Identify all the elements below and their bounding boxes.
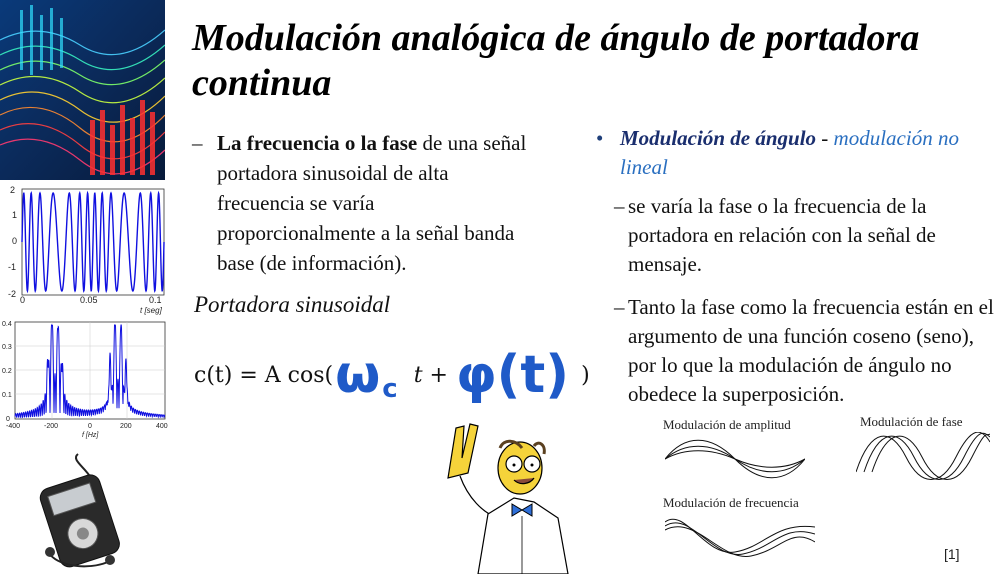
time-ytick: 1 bbox=[12, 210, 18, 220]
freq-xtick: 400 bbox=[156, 423, 168, 430]
carrier-label: Portadora sinusoidal bbox=[194, 292, 391, 317]
bullet-marker: • bbox=[596, 126, 604, 150]
formula-lhs: c(t) = A cos( bbox=[194, 362, 334, 388]
reference-marker: [1] bbox=[944, 546, 960, 562]
time-xtick: 0.05 bbox=[80, 295, 98, 305]
time-ytick: -2 bbox=[8, 289, 17, 299]
item-text: Tanto la fase como la frecuencia están en el argumento de una función coseno (seno), por lo que la modulación de ángulo no obedece la superposición. bbox=[628, 295, 994, 406]
time-xtick: 0 bbox=[20, 295, 26, 305]
heading-light: modulación no lineal bbox=[620, 126, 959, 179]
formula-phi: φ(t) bbox=[455, 345, 570, 405]
freq-xtick: 200 bbox=[120, 423, 132, 430]
formula-omega: ω bbox=[335, 345, 381, 405]
am-waveform bbox=[665, 436, 805, 482]
freq-xlabel: f [Hz] bbox=[82, 432, 99, 439]
freq-ytick: 0.2 bbox=[2, 368, 12, 375]
list-item bbox=[614, 293, 996, 409]
mp3-player-image bbox=[38, 452, 128, 570]
heading-strong: Modulación de ángulo bbox=[620, 126, 817, 150]
freq-ytick: 0.3 bbox=[2, 344, 12, 351]
time-ytick: 2 bbox=[10, 185, 16, 195]
formula-mid: t + bbox=[413, 362, 448, 388]
professor-cartoon bbox=[438, 418, 578, 574]
am-label: Modulación de amplitud bbox=[663, 417, 791, 432]
time-xtick: 0.1 bbox=[149, 295, 162, 305]
pm-label: Modulación de fase bbox=[860, 414, 963, 429]
formula-omega-sub: c bbox=[382, 374, 398, 404]
time-xlabel: t [seg] bbox=[140, 306, 162, 315]
right-column bbox=[596, 124, 996, 409]
dash-marker: – bbox=[192, 131, 203, 155]
angle-modulation-heading bbox=[620, 124, 996, 182]
frequency-domain-plot bbox=[0, 318, 172, 442]
spectrum-image bbox=[0, 0, 165, 180]
freq-ytick: 0.1 bbox=[2, 392, 12, 399]
fm-waveform bbox=[665, 512, 815, 562]
heading-separator: - bbox=[816, 126, 834, 150]
freq-xtick: -400 bbox=[6, 423, 21, 430]
freq-ytick: 0.4 bbox=[2, 321, 12, 328]
item-text: se varía la fase o la frecuencia de la portadora en relación con la señal de mensaje. bbox=[628, 194, 936, 276]
pm-waveform bbox=[856, 432, 990, 482]
left-bullet-text: de una señal portadora sinusoidal de alta frecuencia se varía proporcionalmente a la señal banda base (de información). bbox=[217, 131, 527, 275]
freq-xtick: 0 bbox=[88, 423, 92, 430]
time-ytick: -1 bbox=[8, 262, 17, 272]
time-domain-plot bbox=[0, 183, 172, 316]
dash-marker: – bbox=[614, 194, 625, 218]
time-ytick: 0 bbox=[12, 236, 18, 246]
freq-ytick: 0 bbox=[6, 416, 10, 423]
list-item bbox=[614, 192, 996, 279]
left-bullet bbox=[192, 128, 532, 278]
left-bullet-bold: La frecuencia o la fase bbox=[217, 131, 418, 155]
freq-xtick: -200 bbox=[44, 423, 59, 430]
fm-label: Modulación de frecuencia bbox=[663, 495, 799, 510]
carrier-formula bbox=[194, 340, 590, 410]
dash-marker: – bbox=[614, 295, 625, 319]
slide-title: Modulación analógica de ángulo de portadora continua bbox=[192, 17, 920, 104]
formula-close: ) bbox=[581, 362, 590, 388]
